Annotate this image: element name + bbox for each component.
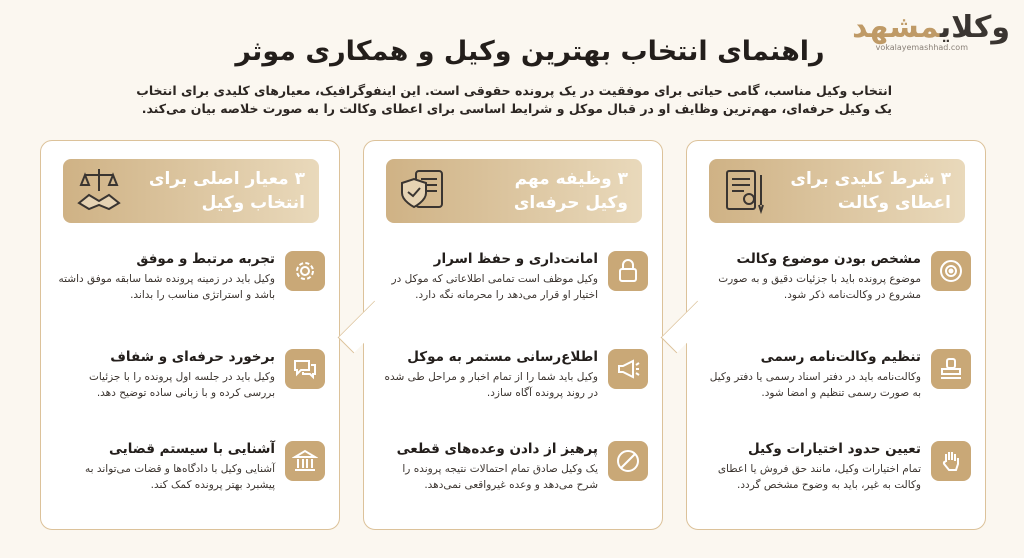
item-title: آشنایی با سیستم قضایی <box>108 441 275 457</box>
list-item <box>53 249 325 359</box>
contract-document-icon <box>719 165 771 217</box>
shield-scroll-icon <box>396 165 448 217</box>
item-description: موضوع پرونده باید با جزئیات دقیق و به صورت مشروع در وکالت‌نامه ذکر شود. <box>718 273 921 301</box>
list-item <box>699 439 971 549</box>
item-title: تجربه مرتبط و موفق <box>136 251 275 267</box>
card-heading-line2: اعطای وکالت <box>837 193 951 213</box>
card-heading <box>709 159 965 223</box>
gear-icon <box>285 251 325 291</box>
card-heading-line1: ۳ شرط کلیدی برای <box>790 169 951 189</box>
item-title: برخورد حرفه‌ای و شفاف <box>110 349 275 365</box>
target-icon <box>931 251 971 291</box>
chat-icon <box>285 349 325 389</box>
hand-icon <box>931 441 971 481</box>
item-description: یک وکیل صادق تمام احتمالات نتیجه پرونده را شرح می‌دهد و وعده غیرواقعی نمی‌دهد. <box>402 463 598 491</box>
item-title: اطلاع‌رسانی مستمر به موکل <box>407 349 598 365</box>
card-heading <box>386 159 642 223</box>
courthouse-icon <box>285 441 325 481</box>
item-description: تمام اختیارات وکیل، مانند حق فروش یا اعطای وکالت به غیر، باید به وضوح مشخص گردد. <box>717 463 921 491</box>
brand-name-accent: مشهد <box>852 10 940 45</box>
brand-logo <box>820 10 1010 66</box>
card-lawyer-duties <box>363 140 663 530</box>
item-title: مشخص بودن موضوع وکالت <box>736 251 921 267</box>
stamp-icon <box>931 349 971 389</box>
card-heading-line1: ۳ وظیفه مهم <box>514 169 628 189</box>
cards-row <box>40 140 986 530</box>
item-title: تنظیم وکالت‌نامه رسمی <box>760 349 921 365</box>
card-power-of-attorney-conditions <box>686 140 986 530</box>
card-heading-line2: وکیل حرفه‌ای <box>513 193 628 213</box>
item-description: وکیل موظف است تمامی اطلاعاتی که موکل در اختیار او قرار می‌دهد را محرمانه نگه دارد. <box>391 273 598 301</box>
item-description: وکیل باید شما را از تمام اخبار و مراحل طی شده در روند پرونده آگاه سازد. <box>384 371 598 399</box>
item-description: وکیل باید در جلسه اول پرونده را با جزئیات بررسی کرده و با زبانی ساده توضیح دهد. <box>88 371 275 399</box>
card-heading-line2: انتخاب وکیل <box>201 193 305 213</box>
page-title: راهنمای انتخاب بهترین وکیل و همکاری موثر <box>235 36 825 67</box>
card-heading-line1: ۳ معیار اصلی برای <box>148 169 305 189</box>
item-title: تعیین حدود اختیارات وکیل <box>747 441 921 457</box>
list-item <box>376 249 648 359</box>
list-item <box>699 249 971 359</box>
brand-domain: vokalayemashhad.com <box>875 43 968 52</box>
brand-name <box>820 10 1010 45</box>
card-heading <box>63 159 319 223</box>
item-description: وکالت‌نامه باید در دفتر اسناد رسمی یا دفتر وکیل به صورت رسمی تنظیم و امضا شود. <box>709 371 921 399</box>
item-title: امانت‌داری و حفظ اسرار <box>433 251 598 267</box>
brand-name-dark: وکلای <box>939 10 1010 45</box>
megaphone-icon <box>608 349 648 389</box>
scales-handshake-icon <box>73 165 125 217</box>
item-description: وکیل باید در زمینه پرونده شما سابقه موفق داشته باشد و استراتژی مناسب را بداند. <box>58 273 275 301</box>
list-item <box>53 439 325 549</box>
no-promise-icon <box>608 441 648 481</box>
item-description: آشنایی وکیل با دادگاه‌ها و قضات می‌تواند به پیشبرد بهتر پرونده کمک کند. <box>84 463 275 491</box>
list-item <box>376 439 648 549</box>
card-selection-criteria <box>40 140 340 530</box>
lock-icon <box>608 251 648 291</box>
intro-paragraph: انتخاب وکیل مناسب، گامی حیاتی برای موفقیت در یک پرونده حقوقی است. این اینفوگرافیک، معیارهای کلیدی برای انتخاب یک وکیل حرفه‌ای، مهم‌ترین وظایف او در قبال موکل و شرایط اساسی برای اعطای وکالت را به صورت خلاصه بیان می‌کند. <box>136 83 892 116</box>
item-title: پرهیز از دادن وعده‌های قطعی <box>396 441 598 457</box>
